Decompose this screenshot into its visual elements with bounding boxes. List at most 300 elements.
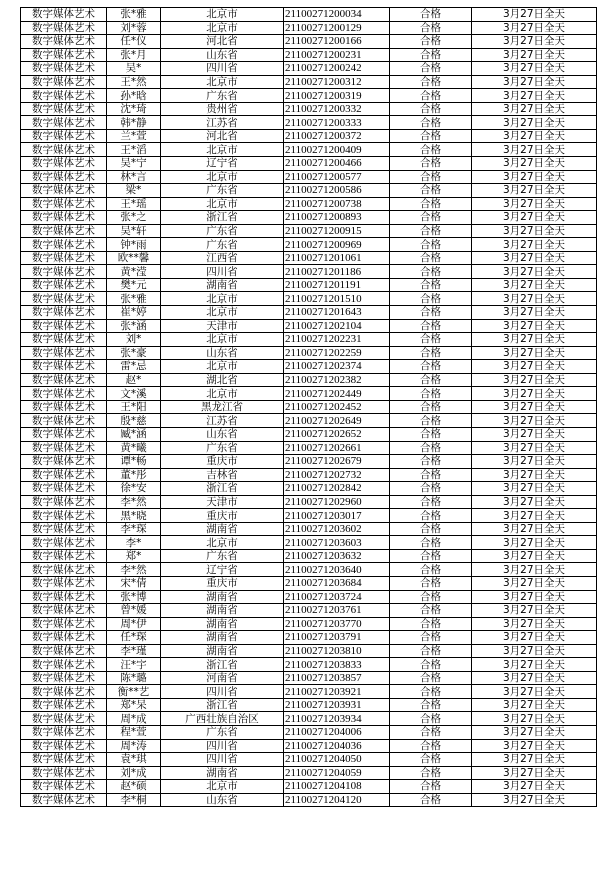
major-cell: 数字媒体艺术 (21, 75, 107, 89)
table-row (21, 319, 597, 333)
table-row (21, 170, 597, 184)
date-cell: 3月27日全天 (472, 739, 597, 753)
candidate-name-cell: 黄*滢 (107, 265, 161, 279)
candidate-name-cell: 李*然 (107, 563, 161, 577)
date-cell: 3月27日全天 (472, 238, 597, 252)
table-row (21, 590, 597, 604)
date-cell: 3月27日全天 (472, 306, 597, 320)
result-cell: 合格 (390, 333, 472, 347)
date-cell: 3月27日全天 (472, 48, 597, 62)
candidate-name-cell: 周*成 (107, 712, 161, 726)
result-cell: 合格 (390, 143, 472, 157)
result-cell: 合格 (390, 387, 472, 401)
major-cell: 数字媒体艺术 (21, 617, 107, 631)
major-cell: 数字媒体艺术 (21, 116, 107, 130)
table-row (21, 468, 597, 482)
result-cell: 合格 (390, 739, 472, 753)
table-row (21, 333, 597, 347)
candidate-name-cell: 赵* (107, 373, 161, 387)
date-cell: 3月27日全天 (472, 251, 597, 265)
result-cell: 合格 (390, 631, 472, 645)
candidate-name-cell: 刘* (107, 333, 161, 347)
date-cell: 3月27日全天 (472, 224, 597, 238)
candidate-id-cell: 21100271200466 (284, 157, 390, 171)
date-cell: 3月27日全天 (472, 157, 597, 171)
result-cell: 合格 (390, 414, 472, 428)
region-cell: 湖南省 (161, 522, 284, 536)
candidate-name-cell: 程*萱 (107, 725, 161, 739)
table-row (21, 698, 597, 712)
candidate-id-cell: 21100271200312 (284, 75, 390, 89)
candidate-name-cell: 刘*蓉 (107, 21, 161, 35)
date-cell: 3月27日全天 (472, 265, 597, 279)
region-cell: 广东省 (161, 725, 284, 739)
candidate-id-cell: 21100271204036 (284, 739, 390, 753)
results-table (20, 7, 597, 807)
date-cell: 3月27日全天 (472, 780, 597, 794)
result-cell: 合格 (390, 48, 472, 62)
region-cell: 黑龙江省 (161, 400, 284, 414)
region-cell: 重庆市 (161, 576, 284, 590)
region-cell: 山东省 (161, 346, 284, 360)
result-cell: 合格 (390, 306, 472, 320)
result-cell: 合格 (390, 549, 472, 563)
result-cell: 合格 (390, 455, 472, 469)
candidate-name-cell: 周*伊 (107, 617, 161, 631)
region-cell: 河北省 (161, 129, 284, 143)
candidate-name-cell: 宋*倩 (107, 576, 161, 590)
candidate-name-cell: 欧**馨 (107, 251, 161, 265)
table-row (21, 211, 597, 225)
major-cell: 数字媒体艺术 (21, 644, 107, 658)
candidate-name-cell: 袁*琪 (107, 753, 161, 767)
region-cell: 河北省 (161, 35, 284, 49)
major-cell: 数字媒体艺术 (21, 576, 107, 590)
candidate-id-cell: 21100271202649 (284, 414, 390, 428)
major-cell: 数字媒体艺术 (21, 265, 107, 279)
candidate-name-cell: 黄*曦 (107, 441, 161, 455)
result-cell: 合格 (390, 712, 472, 726)
major-cell: 数字媒体艺术 (21, 631, 107, 645)
major-cell: 数字媒体艺术 (21, 482, 107, 496)
result-cell: 合格 (390, 89, 472, 103)
candidate-id-cell: 21100271202449 (284, 387, 390, 401)
major-cell: 数字媒体艺术 (21, 725, 107, 739)
candidate-id-cell: 21100271202259 (284, 346, 390, 360)
date-cell: 3月27日全天 (472, 563, 597, 577)
region-cell: 辽宁省 (161, 157, 284, 171)
result-cell: 合格 (390, 184, 472, 198)
major-cell: 数字媒体艺术 (21, 793, 107, 807)
table-row (21, 143, 597, 157)
table-row (21, 8, 597, 22)
result-cell: 合格 (390, 197, 472, 211)
candidate-id-cell: 21100271202374 (284, 360, 390, 374)
candidate-id-cell: 21100271203632 (284, 549, 390, 563)
major-cell: 数字媒体艺术 (21, 658, 107, 672)
result-cell: 合格 (390, 62, 472, 76)
date-cell: 3月27日全天 (472, 604, 597, 618)
major-cell: 数字媒体艺术 (21, 549, 107, 563)
candidate-id-cell: 21100271201061 (284, 251, 390, 265)
candidate-name-cell: 张*雅 (107, 8, 161, 22)
candidate-id-cell: 21100271203761 (284, 604, 390, 618)
candidate-id-cell: 21100271202661 (284, 441, 390, 455)
result-cell: 合格 (390, 346, 472, 360)
table-row (21, 766, 597, 780)
region-cell: 四川省 (161, 265, 284, 279)
major-cell: 数字媒体艺术 (21, 509, 107, 523)
candidate-id-cell: 21100271200577 (284, 170, 390, 184)
major-cell: 数字媒体艺术 (21, 414, 107, 428)
table-row (21, 251, 597, 265)
candidate-id-cell: 21100271203791 (284, 631, 390, 645)
major-cell: 数字媒体艺术 (21, 712, 107, 726)
major-cell: 数字媒体艺术 (21, 129, 107, 143)
major-cell: 数字媒体艺术 (21, 455, 107, 469)
result-cell: 合格 (390, 698, 472, 712)
candidate-name-cell: 王*滔 (107, 143, 161, 157)
major-cell: 数字媒体艺术 (21, 346, 107, 360)
major-cell: 数字媒体艺术 (21, 780, 107, 794)
table-row (21, 549, 597, 563)
date-cell: 3月27日全天 (472, 8, 597, 22)
candidate-id-cell: 21100271201186 (284, 265, 390, 279)
table-row (21, 306, 597, 320)
table-row (21, 780, 597, 794)
date-cell: 3月27日全天 (472, 495, 597, 509)
region-cell: 吉林省 (161, 468, 284, 482)
result-cell: 合格 (390, 522, 472, 536)
result-cell: 合格 (390, 373, 472, 387)
major-cell: 数字媒体艺术 (21, 698, 107, 712)
region-cell: 天津市 (161, 495, 284, 509)
candidate-name-cell: 李* (107, 536, 161, 550)
result-cell: 合格 (390, 644, 472, 658)
candidate-id-cell: 21100271202104 (284, 319, 390, 333)
date-cell: 3月27日全天 (472, 658, 597, 672)
result-cell: 合格 (390, 292, 472, 306)
result-cell: 合格 (390, 427, 472, 441)
major-cell: 数字媒体艺术 (21, 21, 107, 35)
date-cell: 3月27日全天 (472, 549, 597, 563)
major-cell: 数字媒体艺术 (21, 89, 107, 103)
table-row (21, 373, 597, 387)
date-cell: 3月27日全天 (472, 21, 597, 35)
result-cell: 合格 (390, 590, 472, 604)
region-cell: 湖南省 (161, 631, 284, 645)
table-row (21, 671, 597, 685)
candidate-name-cell: 梁* (107, 184, 161, 198)
major-cell: 数字媒体艺术 (21, 536, 107, 550)
result-cell: 合格 (390, 278, 472, 292)
candidate-name-cell: 徐*安 (107, 482, 161, 496)
candidate-name-cell: 吴*宁 (107, 157, 161, 171)
table-row (21, 427, 597, 441)
major-cell: 数字媒体艺术 (21, 8, 107, 22)
major-cell: 数字媒体艺术 (21, 522, 107, 536)
region-cell: 广东省 (161, 224, 284, 238)
date-cell: 3月27日全天 (472, 89, 597, 103)
date-cell: 3月27日全天 (472, 482, 597, 496)
result-cell: 合格 (390, 251, 472, 265)
candidate-name-cell: 张*豪 (107, 346, 161, 360)
candidate-name-cell: 衡**艺 (107, 685, 161, 699)
candidate-name-cell: 韩*静 (107, 116, 161, 130)
region-cell: 北京市 (161, 75, 284, 89)
table-row (21, 184, 597, 198)
table-row (21, 753, 597, 767)
region-cell: 贵州省 (161, 102, 284, 116)
table-row (21, 62, 597, 76)
region-cell: 北京市 (161, 360, 284, 374)
table-row (21, 604, 597, 618)
candidate-name-cell: 李*然 (107, 495, 161, 509)
region-cell: 江苏省 (161, 414, 284, 428)
candidate-name-cell: 郑*呆 (107, 698, 161, 712)
result-cell: 合格 (390, 482, 472, 496)
table-row (21, 617, 597, 631)
result-cell: 合格 (390, 604, 472, 618)
result-cell: 合格 (390, 468, 472, 482)
major-cell: 数字媒体艺术 (21, 251, 107, 265)
result-cell: 合格 (390, 725, 472, 739)
candidate-id-cell: 21100271200738 (284, 197, 390, 211)
region-cell: 重庆市 (161, 509, 284, 523)
date-cell: 3月27日全天 (472, 129, 597, 143)
date-cell: 3月27日全天 (472, 292, 597, 306)
region-cell: 北京市 (161, 306, 284, 320)
table-row (21, 644, 597, 658)
result-cell: 合格 (390, 671, 472, 685)
major-cell: 数字媒体艺术 (21, 373, 107, 387)
candidate-name-cell: 钟*雨 (107, 238, 161, 252)
candidate-name-cell: 兰*萱 (107, 129, 161, 143)
table-row (21, 387, 597, 401)
region-cell: 重庆市 (161, 455, 284, 469)
date-cell: 3月27日全天 (472, 590, 597, 604)
date-cell: 3月27日全天 (472, 116, 597, 130)
region-cell: 四川省 (161, 685, 284, 699)
result-cell: 合格 (390, 238, 472, 252)
region-cell: 广西壮族自治区 (161, 712, 284, 726)
date-cell: 3月27日全天 (472, 617, 597, 631)
result-cell: 合格 (390, 495, 472, 509)
region-cell: 四川省 (161, 62, 284, 76)
date-cell: 3月27日全天 (472, 631, 597, 645)
major-cell: 数字媒体艺术 (21, 753, 107, 767)
candidate-id-cell: 21100271203724 (284, 590, 390, 604)
major-cell: 数字媒体艺术 (21, 427, 107, 441)
table-row (21, 197, 597, 211)
candidate-id-cell: 21100271204108 (284, 780, 390, 794)
result-cell: 合格 (390, 21, 472, 35)
date-cell: 3月27日全天 (472, 725, 597, 739)
date-cell: 3月27日全天 (472, 455, 597, 469)
table-row (21, 102, 597, 116)
major-cell: 数字媒体艺术 (21, 170, 107, 184)
table-row (21, 509, 597, 523)
candidate-name-cell: 任*仪 (107, 35, 161, 49)
major-cell: 数字媒体艺术 (21, 563, 107, 577)
major-cell: 数字媒体艺术 (21, 143, 107, 157)
table-row (21, 563, 597, 577)
date-cell: 3月27日全天 (472, 522, 597, 536)
major-cell: 数字媒体艺术 (21, 224, 107, 238)
table-row (21, 482, 597, 496)
region-cell: 北京市 (161, 8, 284, 22)
candidate-name-cell: 张*月 (107, 48, 161, 62)
candidate-id-cell: 21100271203684 (284, 576, 390, 590)
major-cell: 数字媒体艺术 (21, 685, 107, 699)
major-cell: 数字媒体艺术 (21, 671, 107, 685)
region-cell: 山东省 (161, 427, 284, 441)
candidate-id-cell: 21100271202679 (284, 455, 390, 469)
table-row (21, 739, 597, 753)
region-cell: 江苏省 (161, 116, 284, 130)
table-row (21, 89, 597, 103)
table-row (21, 157, 597, 171)
candidate-id-cell: 21100271200969 (284, 238, 390, 252)
candidate-id-cell: 21100271200333 (284, 116, 390, 130)
candidate-id-cell: 21100271200332 (284, 102, 390, 116)
table-row (21, 495, 597, 509)
major-cell: 数字媒体艺术 (21, 238, 107, 252)
table-row (21, 360, 597, 374)
candidate-id-cell: 21100271201643 (284, 306, 390, 320)
candidate-id-cell: 21100271203603 (284, 536, 390, 550)
candidate-name-cell: 林*言 (107, 170, 161, 184)
region-cell: 山东省 (161, 48, 284, 62)
date-cell: 3月27日全天 (472, 698, 597, 712)
major-cell: 数字媒体艺术 (21, 333, 107, 347)
candidate-id-cell: 21100271202652 (284, 427, 390, 441)
major-cell: 数字媒体艺术 (21, 360, 107, 374)
table-row (21, 658, 597, 672)
date-cell: 3月27日全天 (472, 35, 597, 49)
candidate-id-cell: 21100271204059 (284, 766, 390, 780)
candidate-name-cell: 殷*慈 (107, 414, 161, 428)
candidate-name-cell: 周*涛 (107, 739, 161, 753)
region-cell: 广东省 (161, 184, 284, 198)
major-cell: 数字媒体艺术 (21, 739, 107, 753)
date-cell: 3月27日全天 (472, 197, 597, 211)
region-cell: 四川省 (161, 753, 284, 767)
date-cell: 3月27日全天 (472, 400, 597, 414)
candidate-id-cell: 21100271204120 (284, 793, 390, 807)
table-row (21, 414, 597, 428)
region-cell: 北京市 (161, 387, 284, 401)
region-cell: 北京市 (161, 780, 284, 794)
date-cell: 3月27日全天 (472, 346, 597, 360)
candidate-id-cell: 21100271203921 (284, 685, 390, 699)
region-cell: 北京市 (161, 143, 284, 157)
date-cell: 3月27日全天 (472, 333, 597, 347)
major-cell: 数字媒体艺术 (21, 35, 107, 49)
result-cell: 合格 (390, 441, 472, 455)
region-cell: 广东省 (161, 89, 284, 103)
major-cell: 数字媒体艺术 (21, 211, 107, 225)
candidate-name-cell: 樊*元 (107, 278, 161, 292)
candidate-name-cell: 谭*畅 (107, 455, 161, 469)
candidate-name-cell: 臧*涵 (107, 427, 161, 441)
date-cell: 3月27日全天 (472, 685, 597, 699)
candidate-id-cell: 21100271204006 (284, 725, 390, 739)
major-cell: 数字媒体艺术 (21, 292, 107, 306)
table-row (21, 21, 597, 35)
candidate-id-cell: 21100271203934 (284, 712, 390, 726)
candidate-id-cell: 21100271200166 (284, 35, 390, 49)
table-row (21, 129, 597, 143)
region-cell: 湖南省 (161, 604, 284, 618)
candidate-name-cell: 张*博 (107, 590, 161, 604)
date-cell: 3月27日全天 (472, 427, 597, 441)
candidate-name-cell: 郑* (107, 549, 161, 563)
table-row (21, 35, 597, 49)
region-cell: 四川省 (161, 739, 284, 753)
results-sheet (20, 7, 596, 807)
major-cell: 数字媒体艺术 (21, 184, 107, 198)
major-cell: 数字媒体艺术 (21, 441, 107, 455)
date-cell: 3月27日全天 (472, 644, 597, 658)
table-row (21, 712, 597, 726)
table-row (21, 793, 597, 807)
candidate-name-cell: 吴*轩 (107, 224, 161, 238)
date-cell: 3月27日全天 (472, 536, 597, 550)
date-cell: 3月27日全天 (472, 143, 597, 157)
region-cell: 浙江省 (161, 658, 284, 672)
candidate-id-cell: 21100271202382 (284, 373, 390, 387)
candidate-name-cell: 沈*琦 (107, 102, 161, 116)
table-row (21, 522, 597, 536)
region-cell: 北京市 (161, 333, 284, 347)
table-row (21, 536, 597, 550)
result-cell: 合格 (390, 563, 472, 577)
major-cell: 数字媒体艺术 (21, 48, 107, 62)
candidate-id-cell: 21100271202732 (284, 468, 390, 482)
region-cell: 江西省 (161, 251, 284, 265)
candidate-name-cell: 雷*忌 (107, 360, 161, 374)
region-cell: 广东省 (161, 441, 284, 455)
candidate-id-cell: 21100271200231 (284, 48, 390, 62)
result-cell: 合格 (390, 75, 472, 89)
candidate-id-cell: 21100271201510 (284, 292, 390, 306)
date-cell: 3月27日全天 (472, 211, 597, 225)
result-cell: 合格 (390, 102, 472, 116)
major-cell: 数字媒体艺术 (21, 102, 107, 116)
table-row (21, 441, 597, 455)
major-cell: 数字媒体艺术 (21, 495, 107, 509)
region-cell: 湖南省 (161, 766, 284, 780)
date-cell: 3月27日全天 (472, 170, 597, 184)
region-cell: 河南省 (161, 671, 284, 685)
date-cell: 3月27日全天 (472, 576, 597, 590)
result-cell: 合格 (390, 129, 472, 143)
result-cell: 合格 (390, 780, 472, 794)
candidate-id-cell: 21100271202231 (284, 333, 390, 347)
candidate-id-cell: 21100271200893 (284, 211, 390, 225)
region-cell: 北京市 (161, 21, 284, 35)
table-row (21, 265, 597, 279)
date-cell: 3月27日全天 (472, 441, 597, 455)
result-cell: 合格 (390, 400, 472, 414)
table-row (21, 224, 597, 238)
candidate-id-cell: 21100271203770 (284, 617, 390, 631)
region-cell: 北京市 (161, 197, 284, 211)
candidate-name-cell: 孙*晗 (107, 89, 161, 103)
candidate-name-cell: 黑*晓 (107, 509, 161, 523)
table-row (21, 631, 597, 645)
